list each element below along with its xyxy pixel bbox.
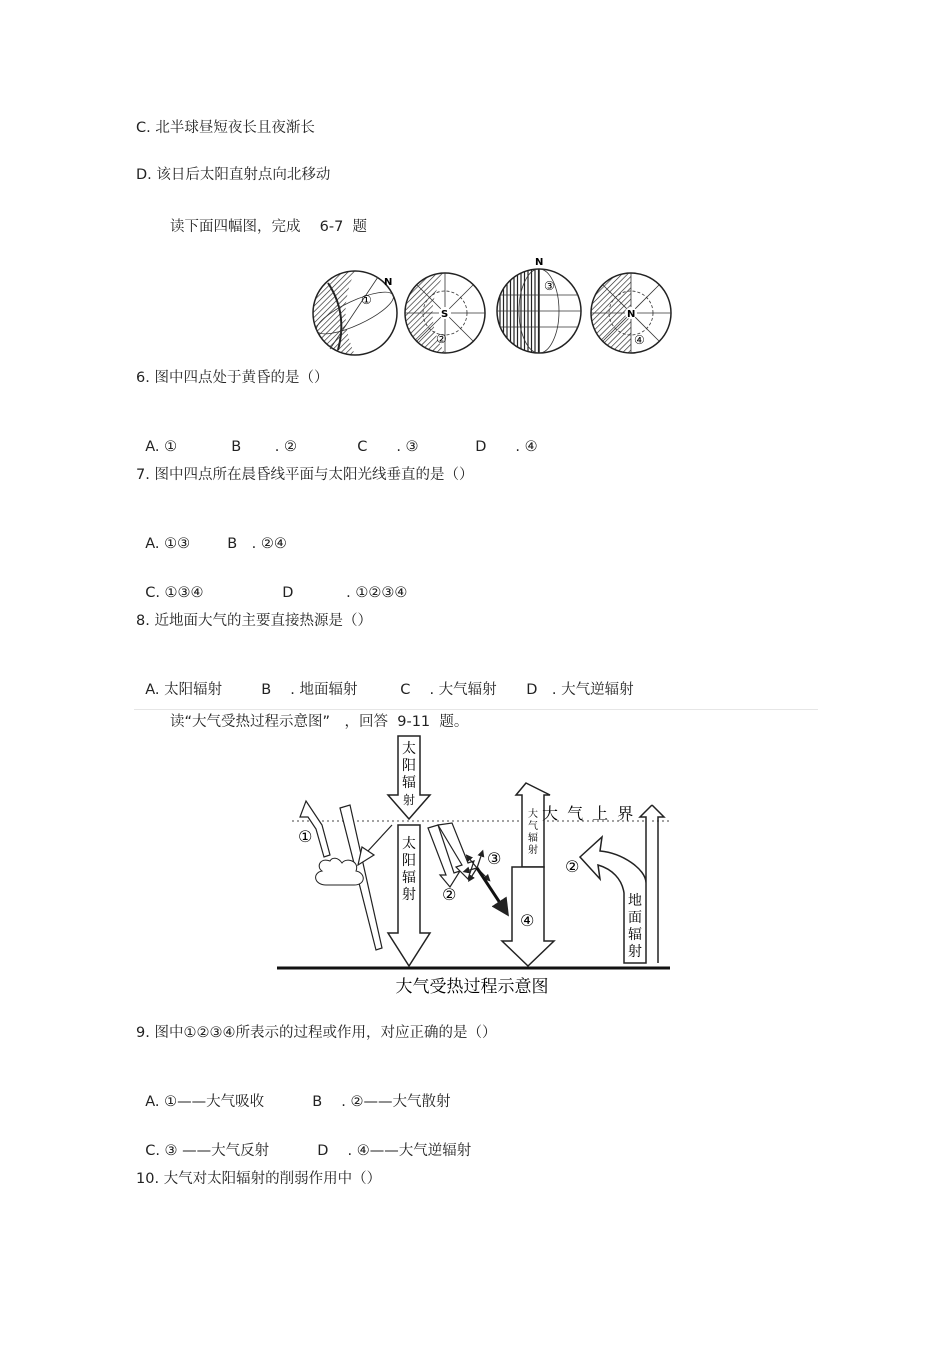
q7-option-d: D . ①②③④ — [282, 585, 408, 601]
q6-option-b: B . ② — [231, 439, 297, 455]
globe-2 — [405, 273, 485, 353]
solar-inner-char-4: 射 — [402, 887, 416, 903]
q9-option-a: A. ①——大气吸收 — [145, 1094, 265, 1110]
ground-rad-char-2: 面 — [628, 910, 642, 926]
globe-1 — [312, 271, 398, 355]
solar-top-char-3: 辐 — [402, 775, 416, 791]
intro-9-11: 读“大气受热过程示意图” ，回答 9-11 题。 — [170, 714, 469, 730]
absorption-arrow — [477, 868, 504, 909]
marker-2b-diagram: ② — [565, 857, 580, 876]
q9-option-d: D . ④——大气逆辐射 — [317, 1143, 472, 1159]
incoming-arrow-left — [358, 825, 392, 865]
marker-3-diagram: ③ — [487, 849, 502, 868]
marker-4-diagram: ④ — [520, 911, 535, 930]
diagram-caption: 大气受热过程示意图 — [395, 977, 549, 997]
marker-1-diagram: ① — [298, 827, 313, 846]
south-label: S — [441, 309, 449, 320]
atm-rad-char-4: 射 — [528, 845, 538, 856]
intro-6-7: 读下面四幅图，完成 6-7 题 — [170, 219, 368, 235]
q8-option-c: C . 大气辐射 — [400, 682, 497, 698]
globe-3 — [497, 257, 581, 353]
atmosphere-heating-diagram — [272, 733, 672, 1001]
marker-2: ② — [436, 332, 447, 346]
question-6-options — [136, 417, 538, 457]
globe-4 — [591, 273, 671, 353]
north-label-3: N — [535, 257, 544, 268]
q7-option-b: B . ②④ — [227, 536, 287, 552]
q9-option-b: B . ②——大气散射 — [312, 1094, 451, 1110]
question-9: 9. 图中①②③④所表示的过程或作用，对应正确的是（） — [136, 1025, 497, 1041]
solar-inner-char-3: 辐 — [402, 870, 416, 886]
q7-option-c: C. ①③④ — [145, 585, 204, 601]
solar-top-char-1: 太 — [402, 741, 416, 757]
q6-option-d: D . ④ — [475, 439, 538, 455]
question-8-options — [136, 660, 634, 700]
question-9-options-row1 — [136, 1072, 451, 1112]
marker-2-diagram: ② — [442, 885, 457, 904]
marker-4: ④ — [634, 333, 645, 347]
question-9-options-row2 — [136, 1121, 471, 1161]
north-label-1: N — [384, 277, 393, 288]
ground-rad-char-1: 地 — [628, 893, 642, 909]
q6-option-c: C . ③ — [357, 439, 419, 455]
four-globes-figure — [308, 255, 678, 360]
option-d-previous: D. 该日后太阳直射点向北移动 — [136, 167, 331, 183]
question-7-options-row1 — [136, 514, 287, 554]
question-6: 6. 图中四点处于黄昏的是（） — [136, 370, 329, 386]
marker-1: ① — [361, 293, 372, 307]
option-c-previous: C. 北半球昼短夜长且夜渐长 — [136, 120, 315, 136]
q6-option-a: A. ① — [145, 439, 178, 455]
q7-option-a: A. ①③ — [145, 536, 191, 552]
atm-rad-char-1: 大 — [528, 809, 538, 820]
q9-option-c: C. ③ ——大气反射 — [145, 1143, 270, 1159]
q8-option-d: D . 大气逆辐射 — [526, 682, 634, 698]
ground-rad-char-4: 射 — [628, 944, 642, 960]
atm-rad-char-3: 辐 — [528, 833, 538, 844]
solar-top-char-2: 阳 — [402, 758, 416, 774]
upper-boundary-label: 大 气 上 界 — [542, 804, 636, 823]
question-7: 7. 图中四点所在晨昏线平面与太阳光线垂直的是（） — [136, 467, 474, 483]
question-10: 10. 大气对太阳辐射的削弱作用中（） — [136, 1171, 382, 1187]
q8-option-b: B . 地面辐射 — [261, 682, 358, 698]
question-7-options-row2 — [136, 563, 407, 603]
question-8: 8. 近地面大气的主要直接热源是（） — [136, 613, 372, 629]
solar-top-char-4: 射 — [402, 793, 416, 807]
ground-rad-char-3: 辐 — [628, 927, 642, 943]
q8-option-a: A. 太阳辐射 — [145, 682, 223, 698]
solar-inner-char-1: 太 — [402, 836, 416, 852]
divider — [134, 709, 818, 710]
marker-3: ③ — [544, 279, 555, 293]
solar-inner-char-2: 阳 — [402, 853, 416, 869]
north-label-4: N — [627, 309, 636, 320]
atm-rad-char-2: 气 — [528, 821, 538, 832]
